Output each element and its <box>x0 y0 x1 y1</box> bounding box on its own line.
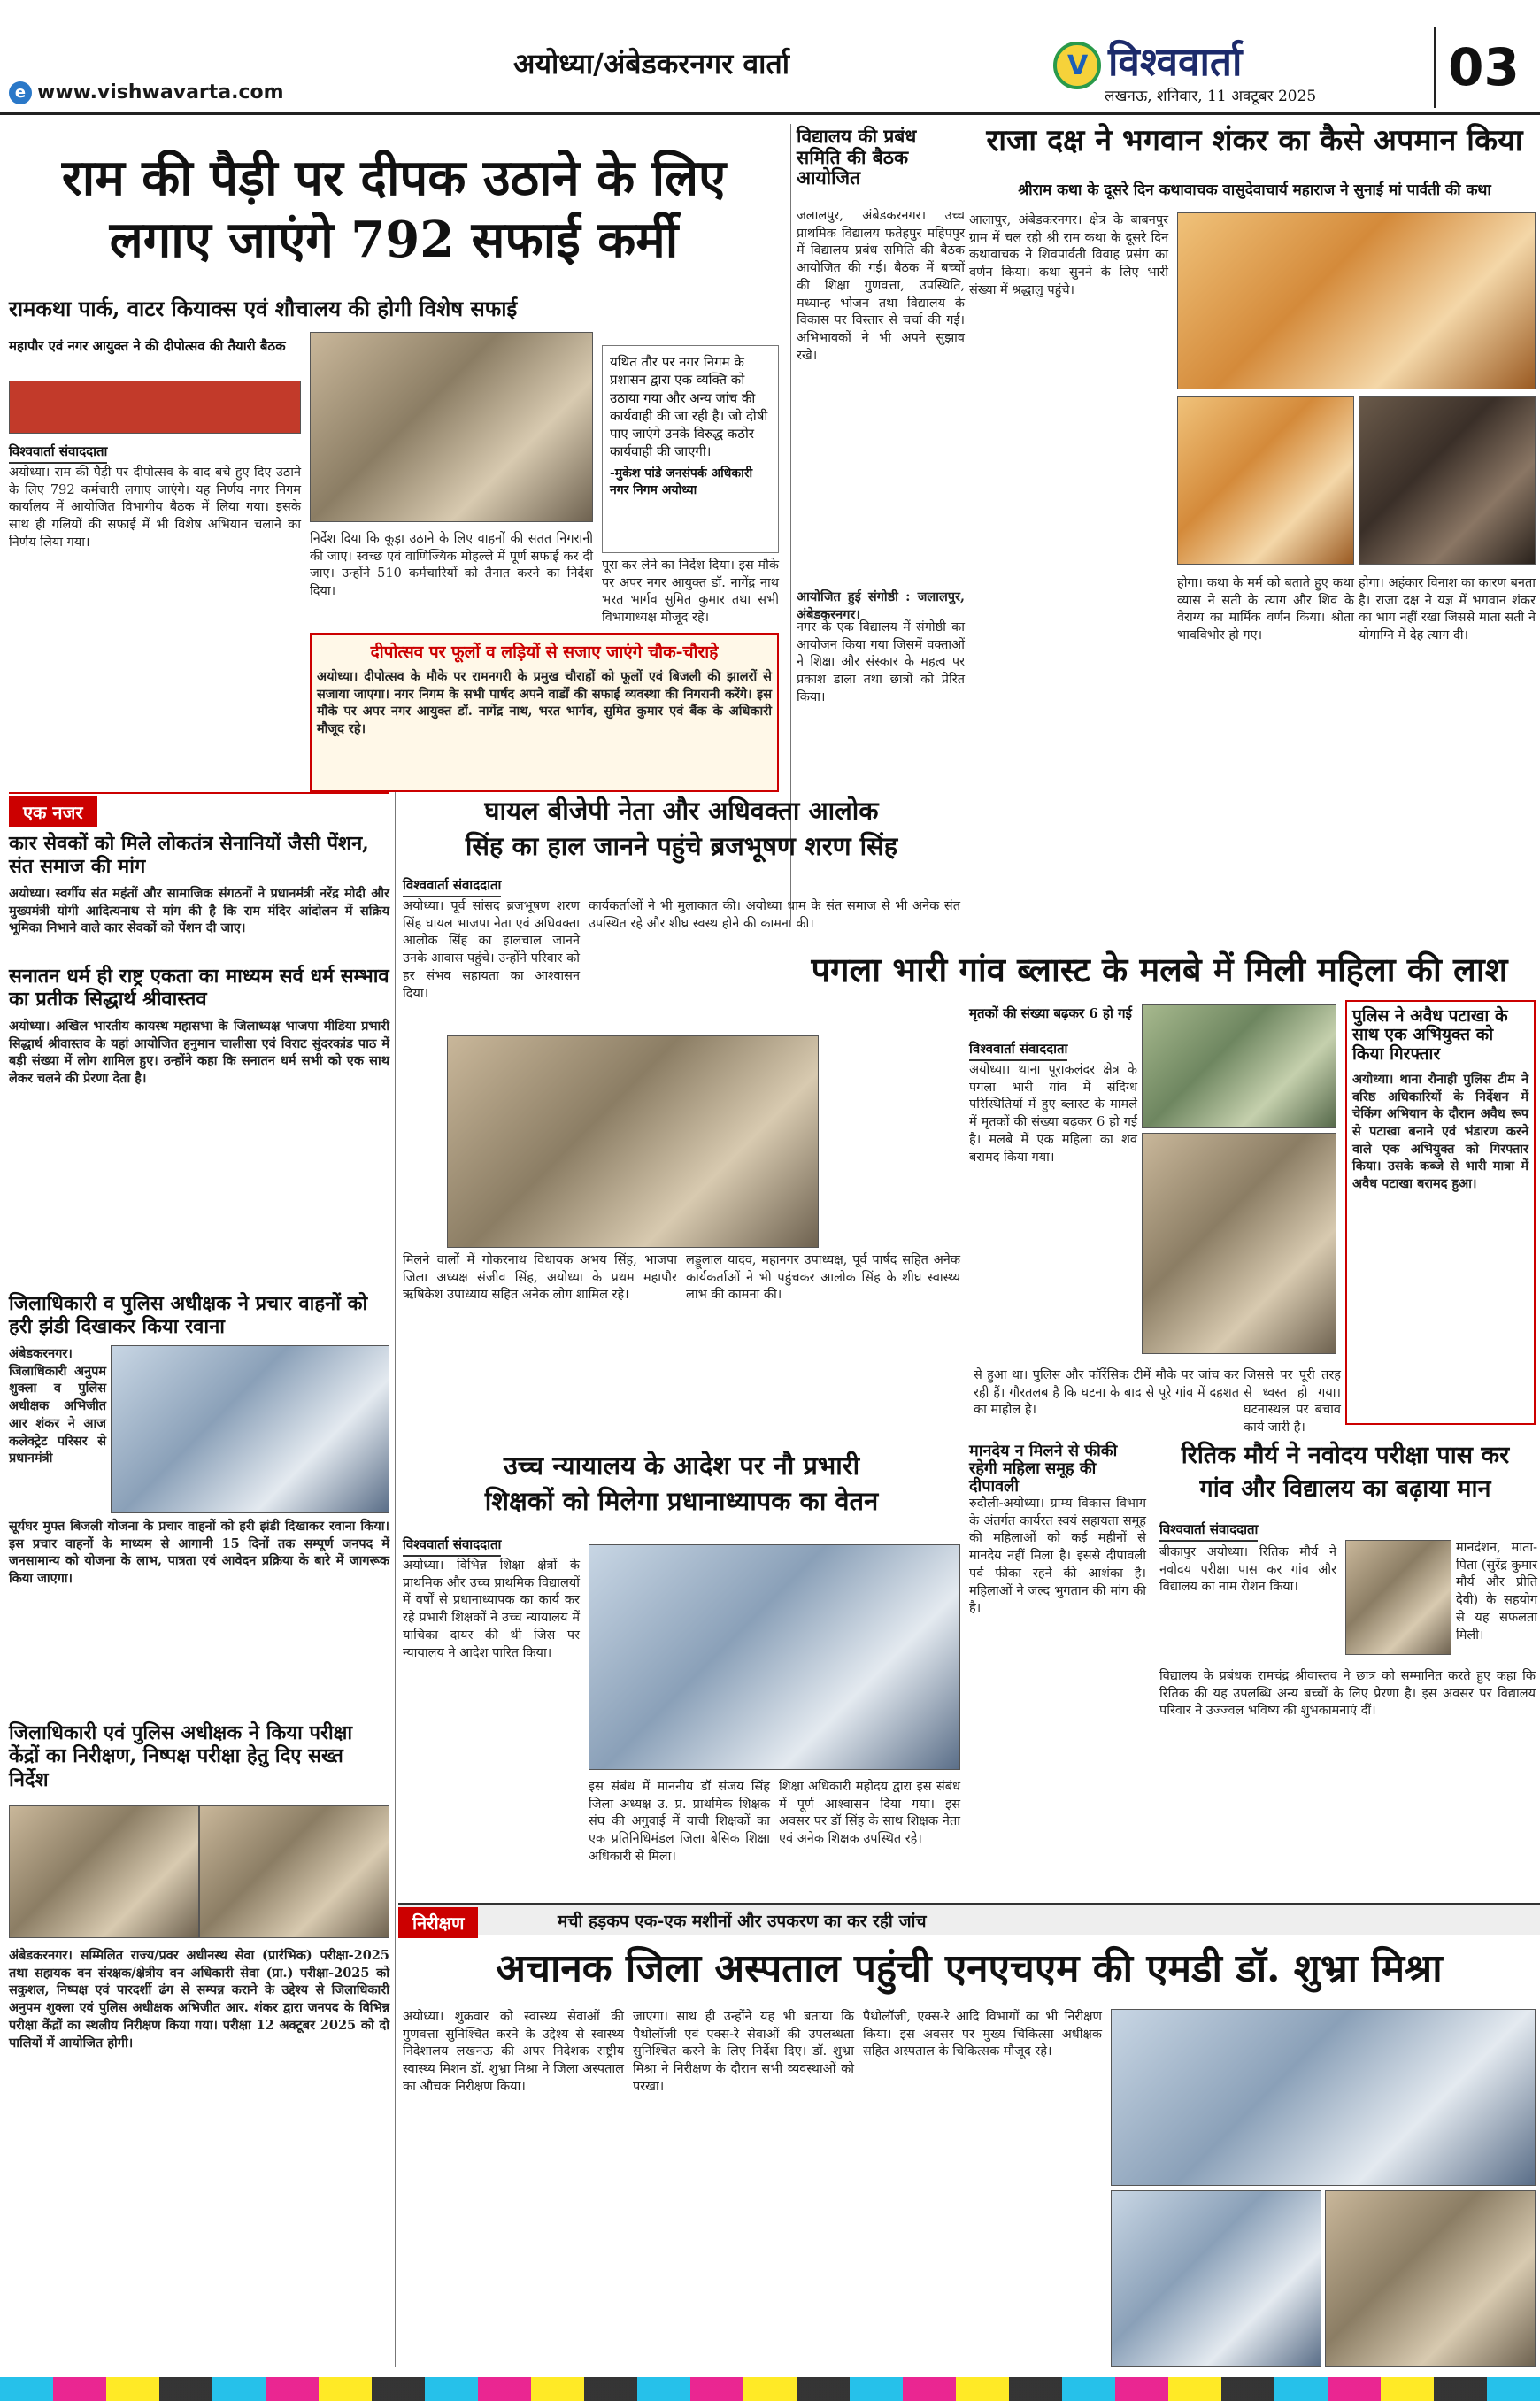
police-body: अयोध्या। थाना रौनाही पुलिस टीम ने वरिष्ठ अधिकारियों के निर्देशन में चेकिंग अभियान के दौरान अवैध रूप से पटाखा बनाने एवं भंडारण करने वाले एक अभियुक्त को गिरफ्तार किया। उसके कब्जे से भारी मात्रा में अवैध पटाखा बरामद हुआ। <box>1352 1071 1528 1192</box>
school-body-2: नगर के एक विद्यालय में संगोष्ठी का आयोजन किया गया जिसमें वक्ताओं ने शिक्षा और संस्कार के महत्व पर प्रकाश डाला तथा छात्रों को प्रेरित किया। <box>797 620 965 704</box>
court-headline-2: शिक्षकों को मिलेगा प्रधानाध्यापक का वेतन <box>484 1486 879 1516</box>
lead-body-3: पूरा कर लेने का निर्देश दिया। इस मौके पर अपर नगर आयुक्त डॉ. नागेंद्र नाथ भरत भार्गव सुमित कुमार तथा सभी विभागाध्यक्ष मौजूद रहे। <box>602 558 779 626</box>
daksh-photo-1 <box>1177 212 1536 389</box>
ek-nazar-h3: जिलाधिकारी व पुलिस अधीक्षक ने प्रचार वाहनों को हरी झंडी दिखाकर किया रवाना <box>9 1292 368 1339</box>
flagoff-photo <box>111 1345 389 1513</box>
school-sub: आयोजित हुई संगोष्ठी : जलालपुर, अंबेडकरनगर। <box>797 589 965 622</box>
inspection-body-1: अयोध्या। शुक्रवार को स्वास्थ्य सेवाओं की गुणवत्ता सुनिश्चित करने के उद्देश्य से स्वास्थ्य निदेशालय लखनऊ की अपर निदेशक राष्ट्रीय स्वास्थ्य मिशन डॉ. शुभ्रा मिश्रा ने जिला अस्पताल का औचक निरीक्षण किया। <box>403 2010 624 2094</box>
court-body-1: अयोध्या। विभिन्न शिक्षा क्षेत्रों के प्राथमिक और उच्च प्राथमिक विद्यालयों में वर्षों से प्रधानाध्यापक का कार्य कर रहे प्रभारी शिक्षकों ने उच्च न्यायालय में याचिका दायर की थी जिस पर न्यायालय ने आदेश पारित किया। <box>403 1558 580 1660</box>
blast-body-2: से हुआ था। पुलिस और फॉरेंसिक टीमें मौके पर जांच कर रही हैं। गौरतलब है कि घटना के बाद से पूरे गांव में दहशत का माहौल है। <box>974 1368 1239 1418</box>
school-body: जलालपुर, अंबेडकरनगर। उच्च प्राथमिक विद्यालय फतेहपुर महिपपुर में विद्यालय प्रबंध समिति की बैठक आयोजित की गई। बैठक में बच्चों की शिक्षा गुणवत्ता, उपस्थिति, मध्यान्ह भोजन तथा विद्यालय के विकास पर विस्तार से चर्चा की गई। अभिभावकों ने भी अपने सुझाव रखे। <box>797 209 965 363</box>
court-photo <box>589 1544 960 1770</box>
court-body-2: इस संबंध में माननीय डॉ संजय सिंह जिला अध्यक्ष उ. प्र. प्राथमिक शिक्षक संघ की अगुवाई में याची शिक्षकों का एक प्रतिनिधिमंडल जिला बेसिक शिक्षा अधिकारी से मिला। <box>589 1780 770 1864</box>
section-title: अयोध्या/अंबेडकरनगर वार्ता <box>513 47 789 81</box>
daksh-body-3: होगा। अहंकार विनाश का कारण बनता है। राजा दक्ष ने यज्ञ में भगवान शंकर का भाग नहीं रखा जिससे माता सती ने योगाग्नि में देह त्याग दी। <box>1359 576 1536 643</box>
ek-nazar-b1: अयोध्या। स्वर्गीय संत महंतों और सामाजिक संगठनों ने प्रधानमंत्री नरेंद्र मोदी और मुख्यमंत्री योगी आदित्यनाथ से मांग की है कि राम मंदिर आंदोलन में सक्रिय भूमिका निभाने वाले कार सेवकों को पेंशन दी जाए। <box>9 886 389 936</box>
bjp-body-3: मिलने वालों में गोकरनाथ विधायक अभय सिंह, भाजपा जिला अध्यक्ष संजीव सिंह, अयोध्या के प्रथम महापौर ऋषिकेश उपाध्याय सहित अनेक लोग शामिल रहे। <box>403 1253 677 1303</box>
ek-nazar-tag: एक नजर <box>9 796 97 827</box>
court-headline-1: उच्च न्यायालय के आदेश पर नौ प्रभारी <box>503 1451 860 1481</box>
navodaya-headline-2: गांव और विद्यालय का बढ़ाया मान <box>1199 1475 1491 1503</box>
bjp-body-1: अयोध्या। पूर्व सांसद ब्रजभूषण शरण सिंह घायल भाजपा नेता एवं अधिवक्ता आलोक सिंह का हालचाल जानने उनके आवास पहुंचे। उन्होंने परिवार को हर संभव सहायता का आश्वासन दिया। <box>403 899 580 1001</box>
website-text: www.vishwavarta.com <box>37 81 284 104</box>
ek-nazar-b3: सूर्यघर मुफ्त बिजली योजना के प्रचार वाहनों को हरी झंडी दिखाकर रवाना किया। इस प्रचार वाहनों के माध्यम से आगामी 15 दिनों तक सम्पूर्ण जनपद में जनसामान्य को योजना के लाभ, पात्रता एवं आवेदन प्रक्रिया के बारे में जागरूक किया जाएगा। <box>9 1519 389 1587</box>
lead-body-2: निर्देश दिया कि कूड़ा उठाने के लिए वाहनों की सतत निगरानी की जाए। स्वच्छ एवं वाणिज्यिक मोहल्ले में पूर्ण सफाई कर दी जाए। उन्होंने 510 कर्मचारियों को तैनात करने का निर्देश दिया। <box>310 532 593 599</box>
page-number: 03 <box>1434 27 1531 108</box>
blast-headline: पगला भारी गांव ब्लास्ट के मलबे में मिली महिला की लाश <box>811 950 1508 989</box>
inspection-strap: मची हड़कप एक-एक मशीनों और उपकरण का कर रही जांच <box>558 1912 927 1931</box>
ek-nazar-b3-intro: अंबेडकरनगर। जिलाधिकारी अनुपम शुक्ला व पुलिस अधीक्षक अभिजीत आर शंकर ने आज कलेक्ट्रेट परिसर से प्रधानमंत्री <box>9 1346 106 1466</box>
logo-icon <box>1053 42 1101 89</box>
lead-headline-1: राम की पैड़ी पर दीपक उठाने के लिए <box>61 149 727 207</box>
daksh-photo-2 <box>1177 396 1354 565</box>
navodaya-body-1: बीकापुर अयोध्या। रितिक मौर्य ने नवोदय परीक्षा पास कर गांव और विद्यालय का नाम रोशन किया। <box>1159 1545 1336 1595</box>
daksh-headline: राजा दक्ष ने भगवान शंकर का कैसे अपमान किया <box>986 123 1523 158</box>
navodaya-body-3: विद्यालय के प्रबंधक रामचंद्र श्रीवास्तव ने छात्र को सम्मानित करते हुए कहा कि रितिक की यह उपलब्धि अन्य बच्चों के लिए प्रेरणा है। इस अवसर पर विद्यालय परिवार ने उज्ज्वल भविष्य की शुभकामनाएं दीं। <box>1159 1669 1536 1719</box>
lead-inset <box>310 633 779 792</box>
dateline: लखनऊ, शनिवार, 11 अक्टूबर 2025 <box>1105 88 1317 105</box>
bjp-body-2: कार्यकर्ताओं ने भी मुलाकात की। अयोध्या धाम के संत समाज से भी अनेक संत उपस्थित रहे और शीघ्र स्वस्थ होने की कामना की। <box>589 899 960 931</box>
daksh-body-1: आलापुर, अंबेडकरनगर। क्षेत्र के बाबनपुर ग्राम में चल रही श्री राम कथा के दूसरे दिन कथावाचक ने शिवपार्वती विवाह प्रसंग का वर्णन किया। कथा सुनने के लिए भारी संख्या में श्रद्धालु पहुंचे। <box>969 213 1168 297</box>
inspection-photo-1 <box>1111 2009 1536 2186</box>
daksh-photo-3 <box>1359 396 1536 565</box>
school-headline: विद्यालय की प्रबंध समिति की बैठक आयोजित <box>797 125 917 189</box>
exam-photo-1 <box>9 1805 199 1938</box>
browser-icon: e <box>9 81 32 104</box>
inspection-body-3: पैथोलॉजी, एक्स-रे आदि विभागों का भी निरीक्षण किया। इस अवसर पर मुख्य चिकित्सा अधीक्षक सहित अस्पताल के चिकित्सक मौजूद रहे। <box>863 2010 1102 2059</box>
mahila-body: रुदौली-अयोध्या। ग्राम्य विकास विभाग के अंतर्गत कार्यरत स्वयं सहायता समूह की महिलाओं को कई महीनों से मानदेय नहीं मिला है। इससे दीपावली पर्व फीका रहने की आशंका है। महिलाओं ने जल्द भुगतान की मांग की है। <box>969 1497 1146 1616</box>
inspection-strip <box>398 1903 1540 1935</box>
navodaya-headline-1: रितिक मौर्य ने नवोदय परीक्षा पास कर <box>1181 1442 1510 1469</box>
court-byline: विश्ववार्ता संवाददाता <box>403 1535 501 1557</box>
inspection-body-2: जाएगा। साथ ही उन्होंने यह भी बताया कि पैथोलॉजी एवं एक्स-रे सेवाओं की उपलब्धता सुनिश्चित करने के लिए निर्देश दिए। डॉ. शुभ्रा मिश्रा ने निरीक्षण के दौरान सभी व्यवस्थाओं को परखा। <box>633 2010 854 2094</box>
lead-quote-by-1: -मुकेश पांडे जनसंपर्क अधिकारी <box>610 466 753 481</box>
bjp-headline-1: घायल बीजेपी नेता और अधिवक्ता आलोक <box>484 796 879 826</box>
blast-body-3: जिससे पर पूरी तरह से ध्वस्त हो गया। घटनास्थल पर बचाव कार्य जारी है। <box>1244 1368 1341 1435</box>
ek-nazar-b2: अयोध्या। अखिल भारतीय कायस्थ महासभा के जिलाध्यक्ष भाजपा मीडिया प्रभारी सिद्धार्थ श्रीवास्तव के यहां आयोजित हनुमान चालीसा एवं विराट सुंदरकांड पाठ में बड़ी संख्या में लोग शामिल हुए। उन्होंने कहा कि सनातन धर्म सभी को एक साथ लेकर चलने की प्रेरणा देता है। <box>9 1019 389 1087</box>
lead-photo-meeting <box>310 332 593 522</box>
blast-body-1: अयोध्या। थाना पूराकलंदर क्षेत्र के पगला भारी गांव में संदिग्ध परिस्थितियों में हुए ब्लास्ट के मामले में मृतकों की संख्या बढ़कर 6 हो गई है। मलबे में एक महिला का शव बरामद किया गया। <box>969 1063 1137 1165</box>
bjp-headline-2: सिंह का हाल जानने पहुंचे ब्रजभूषण शरण सिंह <box>465 831 898 861</box>
blast-photo-1 <box>1142 1004 1336 1128</box>
lead-kicker: महापौर एवं नगर आयुक्त ने की दीपोत्सव की तैयारी बैठक <box>9 338 286 354</box>
ek-nazar-h4: जिलाधिकारी एवं पुलिस अधीक्षक ने किया परीक्षा केंद्रों का निरीक्षण, निष्पक्ष परीक्षा हेतु दिए सख्त निर्देश <box>9 1721 353 1791</box>
blast-photo-2 <box>1142 1133 1336 1354</box>
ek-nazar-b4: अंबेडकरनगर। सम्मिलित राज्य/प्रवर अधीनस्थ सेवा (प्रारंभिक) परीक्षा-2025 तथा सहायक वन संरक्षक/क्षेत्रीय वन अधिकारी सेवा (प्रा.) परीक्षा-2025 को सकुशल, निष्पक्ष एवं पारदर्शी ढंग से सम्पन्न कराने के उद्देश्य से जिलाधिकारी अनुपम शुक्ला एवं पुलिस अधीक्षक अभिजीत आर. शंकर द्वारा जनपद के विभिन्न परीक्षा केंद्रों का स्थलीय निरीक्षण किया गया। परीक्षा 12 अक्टूबर 2025 को दो पालियों में आयोजित होगी। <box>9 1948 389 2051</box>
police-box <box>1345 1000 1536 1425</box>
inspection-headline: अचानक जिला अस्पताल पहुंची एनएचएम की एमडी डॉ. शुभ्रा मिश्रा <box>496 1946 1443 1991</box>
inspection-photo-2 <box>1111 2190 1321 2367</box>
ek-nazar-rule <box>9 792 389 794</box>
lead-headline-2: लगाए जाएंगे 792 सफाई कर्मी <box>109 211 679 269</box>
paper-name: विश्ववार्ता <box>1108 40 1243 85</box>
daksh-subhead: श्रीराम कथा के दूसरे दिन कथावाचक वासुदेवाचार्य महाराज ने सुनाई मां पार्वती की कथा <box>1018 181 1491 199</box>
navodaya-body-2: मानदंशन, माता-पिता (सुरेंद्र कुमार मौर्य और प्रीति देवी) के सहयोग से यह सफलता मिली। <box>1456 1541 1537 1643</box>
navodaya-photo <box>1345 1540 1451 1655</box>
mahila-headline: मानदेय न मिलने से फीकी रहेगी महिला समूह की दीपावली <box>969 1442 1118 1497</box>
inspection-photo-3 <box>1325 2190 1536 2367</box>
ek-nazar-h2: सनातन धर्म ही राष्ट्र एकता का माध्यम सर्व धर्म सम्भाव का प्रतीक सिद्धार्थ श्रीवास्तव <box>9 965 389 1012</box>
website-link[interactable] <box>9 81 284 104</box>
court-body-3: शिक्षा अधिकारी महोदय द्वारा इस संबंध में पूर्ण आश्वासन दिया गया। इस अवसर पर डॉ सिंह के साथ शिक्षक नेता एवं अनेक शिक्षक उपस्थित रहे। <box>779 1780 960 1847</box>
navodaya-byline: विश्ववार्ता संवाददाता <box>1159 1520 1258 1542</box>
color-registration-strip <box>0 2377 1540 2401</box>
paper-logo <box>1053 34 1242 89</box>
inset-body: अयोध्या। दीपोत्सव के मौके पर रामनगरी के प्रमुख चौराहों को फूलों एवं बिजली की झालरों से सजाया जाएगा। नगर निगम के सभी पार्षद अपने वार्डों की सफाई व्यवस्था की निगरानी करेंगे। इस मौके पर अपर नगर आयुक्त डॉ. नागेंद्र नाथ, भरत भार्गव, सुमित कुमार एवं बैंक के अधिकारी मौजूद रहे। <box>317 669 772 737</box>
police-headline: पुलिस ने अवैध पटाखा के साथ एक अभियुक्त को किया गिरफ्तार <box>1352 1006 1508 1064</box>
inspection-tag: निरीक्षण <box>398 1907 478 1938</box>
ek-nazar-h1: कार सेवकों को मिले लोकतंत्र सेनानियों जैसी पेंशन, संत समाज की मांग <box>9 832 369 879</box>
exam-photo-2 <box>199 1805 389 1938</box>
lead-logo-banner <box>9 381 301 434</box>
bjp-byline: विश्ववार्ता संवाददाता <box>403 876 501 897</box>
bjp-body-4: लड्डूलाल यादव, महानगर उपाध्यक्ष, पूर्व पार्षद सहित अनेक कार्यकर्ताओं ने भी पहुंचकर आलोक सिंह के शीघ्र स्वास्थ्य लाभ की कामना की। <box>686 1253 960 1303</box>
lead-quote: यथित तौर पर नगर निगम के प्रशासन द्वारा एक व्यक्ति को उठाया गया और अन्य जांच की कार्यवाही की जा रही है। जो दोषी पाए जाएंगे उनके विरुद्ध कठोर कार्यवाही की जाएगी। <box>610 354 768 460</box>
daksh-body-2: होगा। कथा के मर्म को बताते हुए कथा व्यास ने सती के त्याग और शिव के वैराग्य का मार्मिक वर्णन किया। श्रोता भावविभोर हो गए। <box>1177 576 1354 643</box>
lead-quote-by-2: नगर निगम अयोध्या <box>610 482 697 497</box>
blast-byline: विश्ववार्ता संवाददाता <box>969 1040 1067 1061</box>
blast-kicker: मृतकों की संख्या बढ़कर 6 हो गई <box>969 1005 1132 1021</box>
lead-byline: विश्ववार्ता संवाददाता <box>9 442 107 464</box>
column-rule-left <box>395 792 396 2367</box>
lead-subhead: रामकथा पार्क, वाटर कियाक्स एवं शौचालय की होगी विशेष सफाई <box>9 294 779 323</box>
bjp-photo <box>447 1035 819 1248</box>
inset-title: दीपोत्सव पर फूलों व लड़ियों से सजाए जाएंगे चौक-चौराहे <box>370 643 719 662</box>
lead-body-1: अयोध्या। राम की पैड़ी पर दीपोत्सव के बाद बचे हुए दिए उठाने के लिए 792 कर्मचारी लगाए जाएंगे। यह निर्णय नगर निगम कार्यालय में आयोजित विभागीय बैठक में लिया गया। इसके साथ ही गलियों की सफाई में भी विशेष अभियान चलाने का निर्णय लिया गया। <box>9 466 301 550</box>
lead-quote-box <box>602 345 779 553</box>
